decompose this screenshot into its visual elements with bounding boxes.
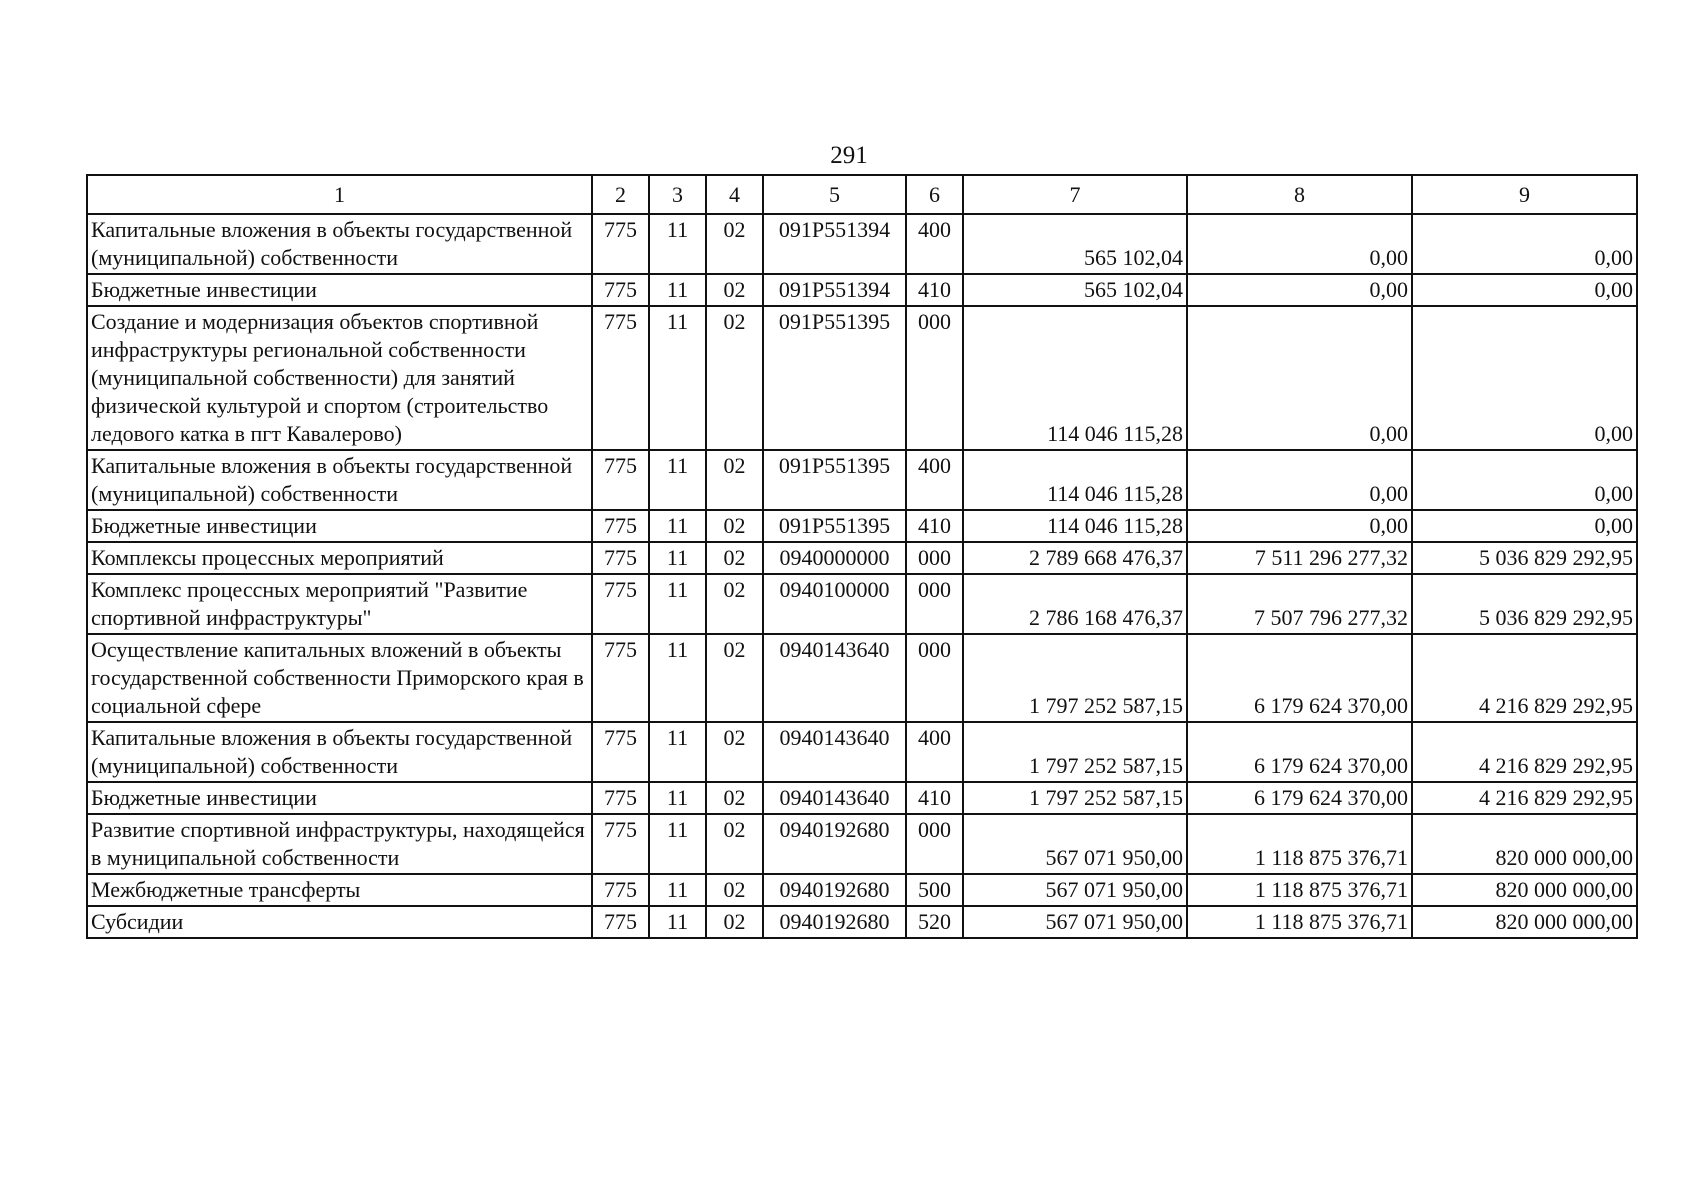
ministry-code: 775 (592, 782, 649, 814)
amount-col-9: 0,00 (1412, 306, 1637, 450)
item-name: Субсидии (87, 906, 592, 938)
target-article-code: 0940143640 (763, 722, 906, 782)
ministry-code: 775 (592, 510, 649, 542)
table-row (87, 906, 1637, 938)
amount-col-8: 1 118 875 376,71 (1187, 814, 1412, 874)
amount-col-8: 0,00 (1187, 510, 1412, 542)
amount-col-7: 114 046 115,28 (963, 450, 1187, 510)
amount-col-9: 0,00 (1412, 214, 1637, 274)
amount-col-7: 2 789 668 476,37 (963, 542, 1187, 574)
section-code: 11 (649, 782, 706, 814)
column-header: 4 (706, 175, 763, 214)
ministry-code: 775 (592, 542, 649, 574)
table-row (87, 634, 1637, 722)
amount-col-9: 4 216 829 292,95 (1412, 634, 1637, 722)
item-name: Бюджетные инвестиции (87, 274, 592, 306)
column-header: 9 (1412, 175, 1637, 214)
item-name: Осуществление капитальных вложений в объекты государственной собственности Приморского края в социальной сфере (87, 634, 592, 722)
subsection-code: 02 (706, 450, 763, 510)
amount-col-7: 567 071 950,00 (963, 906, 1187, 938)
table-row (87, 306, 1637, 450)
item-name: Бюджетные инвестиции (87, 782, 592, 814)
expense-type-code: 000 (906, 542, 963, 574)
amount-col-8: 1 118 875 376,71 (1187, 874, 1412, 906)
subsection-code: 02 (706, 782, 763, 814)
ministry-code: 775 (592, 874, 649, 906)
item-name: Создание и модернизация объектов спортивной инфраструктуры региональной собственности (муниципальной собственности) для занятий физической культурой и спортом (строительство ледового катка в пгт Кавалерово) (87, 306, 592, 450)
amount-col-8: 0,00 (1187, 274, 1412, 306)
page-number: 291 (830, 142, 868, 169)
amount-col-7: 565 102,04 (963, 214, 1187, 274)
subsection-code: 02 (706, 542, 763, 574)
amount-col-9: 0,00 (1412, 510, 1637, 542)
ministry-code: 775 (592, 814, 649, 874)
amount-col-9: 4 216 829 292,95 (1412, 722, 1637, 782)
amount-col-8: 6 179 624 370,00 (1187, 722, 1412, 782)
section-code: 11 (649, 306, 706, 450)
column-header: 6 (906, 175, 963, 214)
amount-col-9: 820 000 000,00 (1412, 874, 1637, 906)
item-name: Комплекс процессных мероприятий "Развитие спортивной инфраструктуры" (87, 574, 592, 634)
item-name: Капитальные вложения в объекты государственной (муниципальной) собственности (87, 450, 592, 510)
subsection-code: 02 (706, 510, 763, 542)
amount-col-9: 820 000 000,00 (1412, 814, 1637, 874)
amount-col-9: 820 000 000,00 (1412, 906, 1637, 938)
ministry-code: 775 (592, 906, 649, 938)
amount-col-9: 0,00 (1412, 274, 1637, 306)
amount-col-8: 0,00 (1187, 450, 1412, 510)
item-name: Комплексы процессных мероприятий (87, 542, 592, 574)
amount-col-9: 4 216 829 292,95 (1412, 782, 1637, 814)
column-header: 5 (763, 175, 906, 214)
expense-type-code: 000 (906, 634, 963, 722)
amount-col-7: 2 786 168 476,37 (963, 574, 1187, 634)
target-article-code: 0940192680 (763, 906, 906, 938)
section-code: 11 (649, 542, 706, 574)
column-header: 8 (1187, 175, 1412, 214)
subsection-code: 02 (706, 214, 763, 274)
subsection-code: 02 (706, 722, 763, 782)
section-code: 11 (649, 450, 706, 510)
budget-table (86, 174, 1638, 939)
section-code: 11 (649, 634, 706, 722)
table-row (87, 722, 1637, 782)
amount-col-8: 0,00 (1187, 214, 1412, 274)
table-row (87, 814, 1637, 874)
ministry-code: 775 (592, 450, 649, 510)
expense-type-code: 410 (906, 782, 963, 814)
expense-type-code: 000 (906, 814, 963, 874)
item-name: Капитальные вложения в объекты государственной (муниципальной) собственности (87, 722, 592, 782)
amount-col-7: 114 046 115,28 (963, 306, 1187, 450)
target-article-code: 091P551395 (763, 450, 906, 510)
amount-col-7: 567 071 950,00 (963, 874, 1187, 906)
target-article-code: 0940143640 (763, 782, 906, 814)
amount-col-7: 1 797 252 587,15 (963, 722, 1187, 782)
item-name: Бюджетные инвестиции (87, 510, 592, 542)
subsection-code: 02 (706, 906, 763, 938)
table-row (87, 510, 1637, 542)
expense-type-code: 000 (906, 306, 963, 450)
section-code: 11 (649, 814, 706, 874)
column-number-row (87, 175, 1637, 214)
table-row (87, 274, 1637, 306)
section-code: 11 (649, 214, 706, 274)
section-code: 11 (649, 722, 706, 782)
subsection-code: 02 (706, 874, 763, 906)
expense-type-code: 400 (906, 450, 963, 510)
ministry-code: 775 (592, 274, 649, 306)
table-row (87, 782, 1637, 814)
expense-type-code: 500 (906, 874, 963, 906)
amount-col-7: 565 102,04 (963, 274, 1187, 306)
table-row (87, 450, 1637, 510)
expense-type-code: 410 (906, 274, 963, 306)
amount-col-7: 567 071 950,00 (963, 814, 1187, 874)
ministry-code: 775 (592, 634, 649, 722)
expense-type-code: 400 (906, 722, 963, 782)
table-row (87, 214, 1637, 274)
expense-type-code: 410 (906, 510, 963, 542)
table-row (87, 542, 1637, 574)
amount-col-8: 6 179 624 370,00 (1187, 634, 1412, 722)
column-header: 2 (592, 175, 649, 214)
target-article-code: 091P551395 (763, 510, 906, 542)
subsection-code: 02 (706, 274, 763, 306)
ministry-code: 775 (592, 574, 649, 634)
amount-col-8: 7 511 296 277,32 (1187, 542, 1412, 574)
amount-col-8: 6 179 624 370,00 (1187, 782, 1412, 814)
item-name: Межбюджетные трансферты (87, 874, 592, 906)
table-row (87, 874, 1637, 906)
target-article-code: 0940100000 (763, 574, 906, 634)
item-name: Развитие спортивной инфраструктуры, находящейся в муниципальной собственности (87, 814, 592, 874)
amount-col-9: 5 036 829 292,95 (1412, 542, 1637, 574)
target-article-code: 0940000000 (763, 542, 906, 574)
subsection-code: 02 (706, 574, 763, 634)
amount-col-8: 0,00 (1187, 306, 1412, 450)
amount-col-7: 1 797 252 587,15 (963, 634, 1187, 722)
ministry-code: 775 (592, 722, 649, 782)
ministry-code: 775 (592, 306, 649, 450)
table-row (87, 574, 1637, 634)
section-code: 11 (649, 274, 706, 306)
amount-col-7: 114 046 115,28 (963, 510, 1187, 542)
expense-type-code: 000 (906, 574, 963, 634)
target-article-code: 091P551395 (763, 306, 906, 450)
ministry-code: 775 (592, 214, 649, 274)
target-article-code: 0940192680 (763, 874, 906, 906)
column-header: 3 (649, 175, 706, 214)
section-code: 11 (649, 510, 706, 542)
section-code: 11 (649, 874, 706, 906)
expense-type-code: 400 (906, 214, 963, 274)
target-article-code: 091P551394 (763, 274, 906, 306)
section-code: 11 (649, 574, 706, 634)
amount-col-7: 1 797 252 587,15 (963, 782, 1187, 814)
amount-col-9: 5 036 829 292,95 (1412, 574, 1637, 634)
amount-col-8: 1 118 875 376,71 (1187, 906, 1412, 938)
target-article-code: 091P551394 (763, 214, 906, 274)
subsection-code: 02 (706, 306, 763, 450)
amount-col-8: 7 507 796 277,32 (1187, 574, 1412, 634)
column-header: 7 (963, 175, 1187, 214)
amount-col-9: 0,00 (1412, 450, 1637, 510)
target-article-code: 0940143640 (763, 634, 906, 722)
subsection-code: 02 (706, 634, 763, 722)
section-code: 11 (649, 906, 706, 938)
target-article-code: 0940192680 (763, 814, 906, 874)
column-header: 1 (87, 175, 592, 214)
item-name: Капитальные вложения в объекты государственной (муниципальной) собственности (87, 214, 592, 274)
subsection-code: 02 (706, 814, 763, 874)
expense-type-code: 520 (906, 906, 963, 938)
